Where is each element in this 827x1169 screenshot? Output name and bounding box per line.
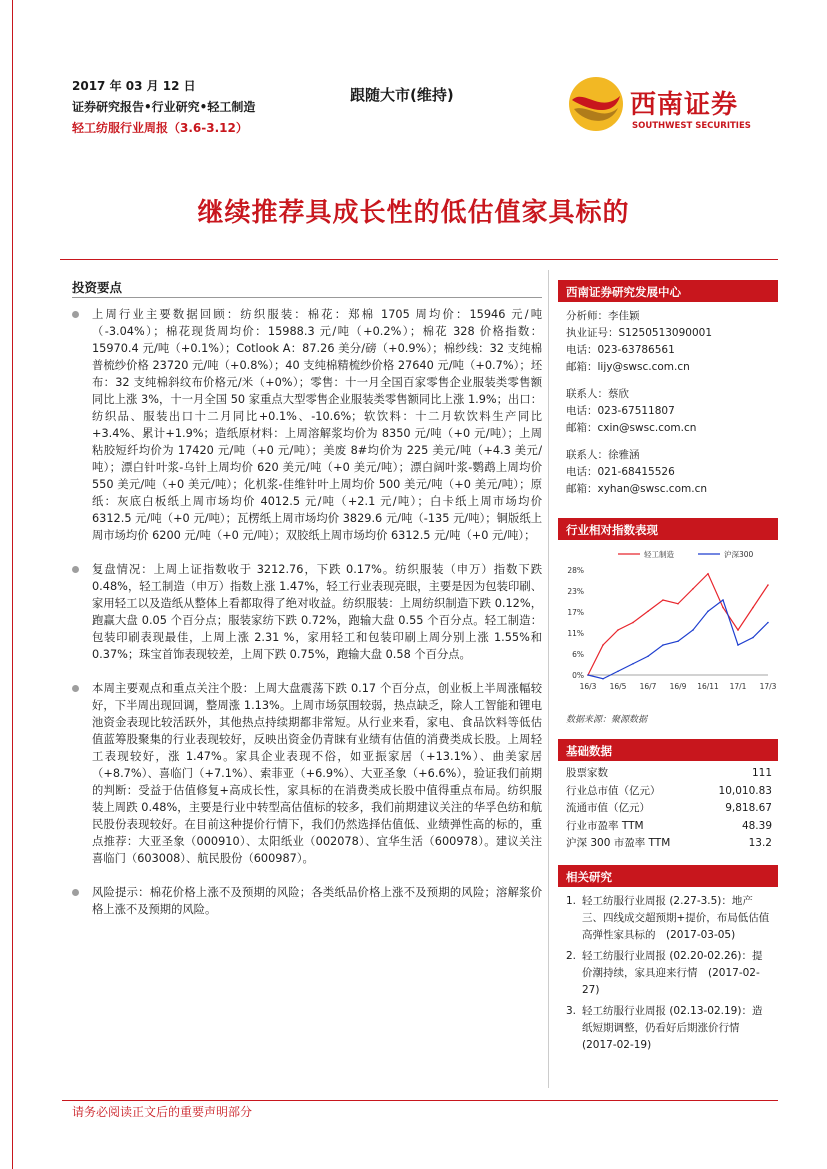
- related-research-list: [558, 887, 778, 1054]
- contact2-email[interactable]: 邮箱：xyhan@swsc.com.cn: [566, 483, 708, 495]
- legend-label: 沪深300: [724, 550, 754, 559]
- rating: 跟随大市(维持): [350, 86, 454, 104]
- left-red-border: [12, 0, 13, 1169]
- data-point: [752, 637, 754, 639]
- basic-data-title: 基础数据: [558, 739, 778, 761]
- data-point: [707, 573, 709, 575]
- data-point: [692, 588, 694, 590]
- y-tick-label: 28%: [567, 566, 584, 575]
- legend-label: 轻工制造: [644, 550, 674, 559]
- table-row: 沪深 300 市盈率 TTM 13.2: [566, 837, 772, 849]
- data-point: [737, 644, 739, 646]
- index-chart-svg: [558, 540, 778, 710]
- paragraph-risk: 风险提示：棉花价格上涨不及预期的风险；各类纸品价格上涨不及预期的风险；溶解浆价格上涨不及预期的风险。: [62, 884, 542, 918]
- analyst-info: 分析师：李佳颖 执业证号：S1250513090001 电话：023-63786561 邮箱：lijy@swsc.com.cn 联系人：蔡欣 电话：023-67511807 邮箱：cxin@swsc.com.cn 联系人：徐雅涵 电话：021-68415526 邮箱：xyhan@swsc.com.cn: [558, 302, 778, 502]
- data-point: [647, 610, 649, 612]
- title-divider: [60, 259, 778, 260]
- y-tick-label: 0%: [572, 671, 584, 680]
- x-tick-label: 16/3: [579, 682, 597, 691]
- list-item[interactable]: 2. 轻工纺服行业周报 (02.20-02.26)：提价潮持续，家具迎来行情 (2017-02-27): [566, 949, 763, 996]
- list-item[interactable]: 3. 轻工纺服行业周报 (02.13-02.19)：造纸短期调整，仍看好后期涨价行情 (2017-02-19): [566, 1004, 763, 1051]
- main-content: [62, 278, 542, 935]
- data-point: [737, 629, 739, 631]
- data-point: [662, 644, 664, 646]
- data-source: 数据来源：聚源数据: [566, 715, 648, 725]
- x-tick-label: 17/1: [729, 682, 747, 691]
- series-line: [588, 574, 768, 675]
- data-point: [722, 607, 724, 609]
- data-point: [602, 678, 604, 680]
- table-row: 股票家数 111: [566, 767, 772, 779]
- table-row: 流通市值（亿元） 9,818.67: [566, 802, 772, 814]
- data-point: [677, 640, 679, 642]
- bullet-icon: [72, 685, 79, 692]
- footer-disclaimer[interactable]: 请务必阅读正文后的重要声明部分: [72, 1105, 253, 1119]
- data-point: [602, 644, 604, 646]
- bullet-icon: [72, 566, 79, 573]
- y-tick-label: 6%: [572, 650, 584, 659]
- data-point: [692, 629, 694, 631]
- report-header: [72, 76, 255, 139]
- data-point: [632, 622, 634, 624]
- report-weekly: 轻工纺服行业周报（3.6-3.12）: [72, 121, 248, 135]
- data-point: [677, 603, 679, 605]
- index-chart: [558, 540, 778, 710]
- chart-title: 行业相对指数表现: [558, 518, 778, 540]
- report-date: 2017 年 03 月 12 日: [72, 79, 196, 93]
- bullet-icon: [72, 311, 79, 318]
- table-row: 行业市盈率 TTM 48.39: [566, 819, 772, 832]
- list-item[interactable]: 1. 轻工纺服行业周报 (2.27-3.5)：地产三、四线成交超预期+提价，布局低估值高弹性家具标的 (2017-03-05): [566, 894, 770, 941]
- x-tick-label: 17/3: [759, 682, 777, 691]
- data-point: [707, 610, 709, 612]
- paragraph-data-review: 上周行业主要数据回顾：纺织服装：棉花：郑棉 1705 周均价：15946 元/吨（-3.04%）；棉花现货周均价：15988.3 元/吨（+0.2%）；棉花 328 价格指数：15970.4 元/吨（+0.1%）；Cotlook A：87.26 美分/磅（+0.9%）；棉纱线：32 支纯棉普梳纱价格 23720 元/吨（+0.8%）；40 支纯棉精梳纱价格 27640 元/吨（+0.7%）；坯布：32 支纯棉斜纹布价格元/米（+0%）；零售：十一月全国百家零售企业服装类零售额同比上涨 3%，十一月全国 50 家重点大型零售企业服装类零售额同比上涨 1.9%；出口：纺织品、服装出口十二月同比+0.1%、-10.6%；软饮料：十二月软饮料生产同比+3.4%、累计+1.9%；造纸原材料：上周溶解浆均价为 8350 元/吨（+0 元/吨）；上周粘胶短纤均价为 17420 元/吨（+0 元/吨）；美废 8#均价为 225 美元/吨（+4.3 美元/吨）；漂白针叶浆-乌针上周均价 620 美元/吨（+0 美元/吨）；漂白阔叶浆-鹦鹉上周均价 550 美元/吨（+0 美元/吨）；化机浆-佳维针叶上周均价 500 美元/吨（+0 美元/吨）；原纸：灰底白板纸上周市场均价 4012.5 元/吨（+2.1 元/吨）；白卡纸上周市场均价 6312.5 元/吨（+0 元/吨）；瓦楞纸上周市场均价 3829.6 元/吨（-135 元/吨）；铜版纸上周市场均价 6200 元/吨（+0 元/吨）；双胶纸上周市场均价 6312.5 元/吨（+0 元/吨）；: [62, 306, 542, 544]
- section-divider: [72, 297, 542, 298]
- analyst-email[interactable]: 邮箱：lijy@swsc.com.cn: [566, 361, 690, 373]
- data-point: [767, 584, 769, 586]
- company-logo-icon: [566, 74, 626, 134]
- x-tick-label: 16/9: [669, 682, 687, 691]
- page-title: 继续推荐具成长性的低估值家具标的: [197, 198, 630, 228]
- footer-divider: [62, 1100, 778, 1101]
- bullet-icon: [72, 889, 79, 896]
- data-point: [722, 599, 724, 601]
- company-name: 西南证券: [630, 90, 739, 120]
- related-research-title: 相关研究: [558, 865, 778, 887]
- y-tick-label: 23%: [567, 587, 584, 596]
- data-point: [617, 670, 619, 672]
- sidebar: [558, 280, 778, 1058]
- table-row: 行业总市值（亿元） 10,010.83: [566, 784, 772, 797]
- research-center-title: 西南证券研究发展中心: [558, 280, 778, 302]
- basic-data-table: [564, 765, 774, 853]
- data-point: [587, 674, 589, 676]
- y-tick-label: 11%: [567, 629, 584, 638]
- report-type: 证券研究报告•行业研究•轻工制造: [72, 100, 256, 114]
- data-point: [647, 655, 649, 657]
- company-name-en: SOUTHWEST SECURITIES: [632, 121, 751, 131]
- y-tick-label: 17%: [567, 608, 584, 617]
- data-point: [752, 607, 754, 609]
- data-point: [632, 663, 634, 665]
- data-point: [767, 622, 769, 624]
- x-tick-label: 16/11: [697, 682, 719, 691]
- data-point: [662, 599, 664, 601]
- x-tick-label: 16/5: [609, 682, 627, 691]
- paragraph-views: 本周主要观点和重点关注个股：上周大盘震荡下跌 0.17 个百分点，创业板上半周涨幅较好，下半周出现回调，整周涨 1.13%。上周市场氛围较弱，热点缺乏，除人工智能和锂电池资金表现比较活跃外，其他热点持续期都非常短。从行业来看，家电、食品饮料等低估值蓝筹股聚集的行业表现较好，反映出资金仍青睐有业绩有估值的消费类成长股。上周轻工表现较好，涨 1.47%。家具企业表现不俗，如亚振家居（+13.1%）、曲美家居（+8.7%）、喜临门（+7.1%）、索菲亚（+6.9%）、大亚圣象（+6.6%），验证我们前期的判断：受益于估值修复+高成长性，家具标的在消费类成长股中值得重点布局。纺织服装上周跌 0.48%，主要是行业中转型高估值标的较多，我们前期建议关注的华孚色纺和航民股份表现较好。在目前这种提价行情下，我们仍然选择估值低、业绩弹性高的标的，重点推荐：大亚圣象（000910）、太阳纸业（002078）、宜华生活（600978）。建议关注喜临门（603008）、航民股份（600987）。: [62, 680, 542, 867]
- contact1-email[interactable]: 邮箱：cxin@swsc.com.cn: [566, 422, 697, 434]
- x-tick-label: 16/7: [639, 682, 657, 691]
- series-line: [588, 600, 768, 679]
- data-point: [617, 629, 619, 631]
- section-title: 投资要点: [72, 280, 123, 295]
- paragraph-market-review: 复盘情况：上周上证指数收于 3212.76，下跌 0.17%。纺织服装（申万）指数下跌 0.48%，轻工制造（申万）指数上涨 1.47%，轻工行业表现亮眼，主要是因为包装印刷、家用轻工以及造纸从整体上看都取得了绝对收益。纺织服装：上周纺织制造下跌 0.12%，跑赢大盘 0.05 个百分点；服装家纺下跌 0.72%，跑输大盘 0.55 个百分点。轻工制造：包装印刷表现最佳，上周上涨 2.31 %，家用轻工和包装印刷上周分别上涨 1.55%和 0.37%；珠宝首饰表现较差，上周下跌 0.75%，跑输大盘 0.58 个百分点。: [62, 561, 542, 663]
- column-divider: [548, 270, 549, 1088]
